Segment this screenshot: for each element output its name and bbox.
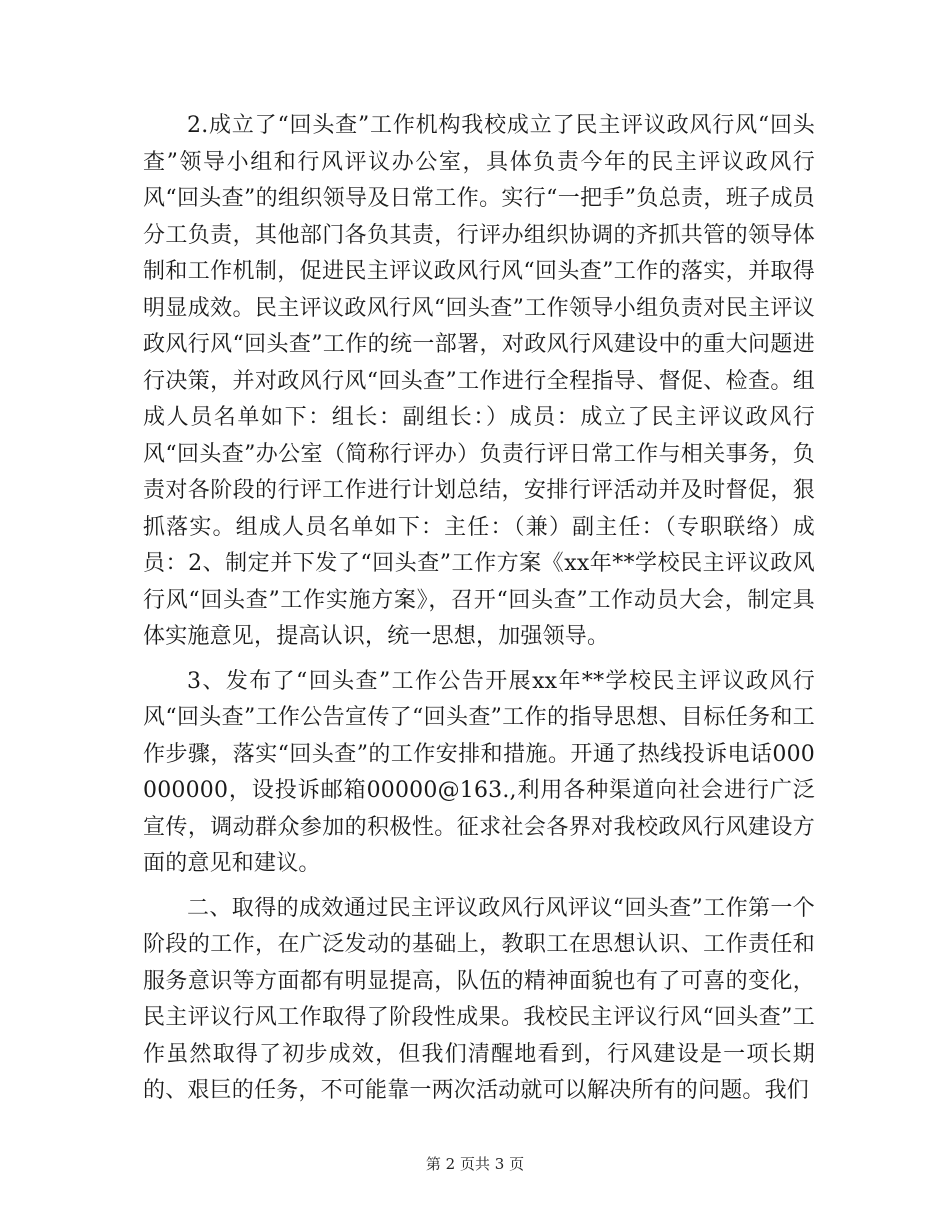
paragraph-3: 二、取得的成效通过民主评议政风行风评议“回头查”工作第一个阶段的工作，在广泛发动的基础上，教职工在思想认识、工作责任和服务意识等方面都有明显提高，队伍的精神面貌也有了可喜的变化，民主评议行风工作取得了阶段性成果。我校民主评议行风“回头查”工作虽然取得了初步成效，但我们清醒地看到，行风建设是一项长期的、艰巨的任务，不可能靠一两次活动就可以解决所有的问题。我们: [143, 895, 815, 1103]
paragraph-1: 2.成立了“回头查”工作机构我校成立了民主评议政风行风“回头查”领导小组和行风评议办公室，具体负责今年的民主评议政风行风“回头查”的组织领导及日常工作。实行“一把手”负总责，班子成员分工负责，其他部门各负其责，行评办组织协调的齐抓共管的领导体制和工作机制，促进民主评议政风行风“回头查”工作的落实，并取得明显成效。民主评议政风行风“回头查”工作领导小组负责对民主评议政风行风“回头查”工作的统一部署，对政风行风建设中的重大问题进行决策，并对政风行风“回头查”工作进行全程指导、督促、检查。组成人员名单如下：组长：副组长：）成员：成立了民主评议政风行风“回头查”办公室（简称行评办）负责行评日常工作与相关事务，负责对各阶段的行评工作进行计划总结，安排行评活动并及时督促，狠抓落实。组成人员名单如下：主任：（兼）副主任：（专职联络）成员：2、制定并下发了“回头查”工作方案《xx年**学校民主评议政风行风“回头查”工作实施方案》，召开“回头查”工作动员大会，制定具体实施意见，提高认识，统一思想，加强领导。: [143, 113, 815, 649]
document-body: [143, 108, 815, 1118]
paragraph-2: 3、发布了“回头查”工作公告开展xx年**学校民主评议政风行风“回头查”工作公告宣传了“回头查”工作的指导思想、目标任务和工作步骤，落实“回头查”的工作安排和措施。开通了热线投诉电话000000000，设投诉邮箱00000@163.,利用各种渠道向社会进行广泛宣传，调动群众参加的积极性。征求社会各界对我校政风行风建设方面的意见和建议。: [143, 668, 815, 876]
page-footer: 第 2 页共 3 页: [425, 1155, 525, 1173]
